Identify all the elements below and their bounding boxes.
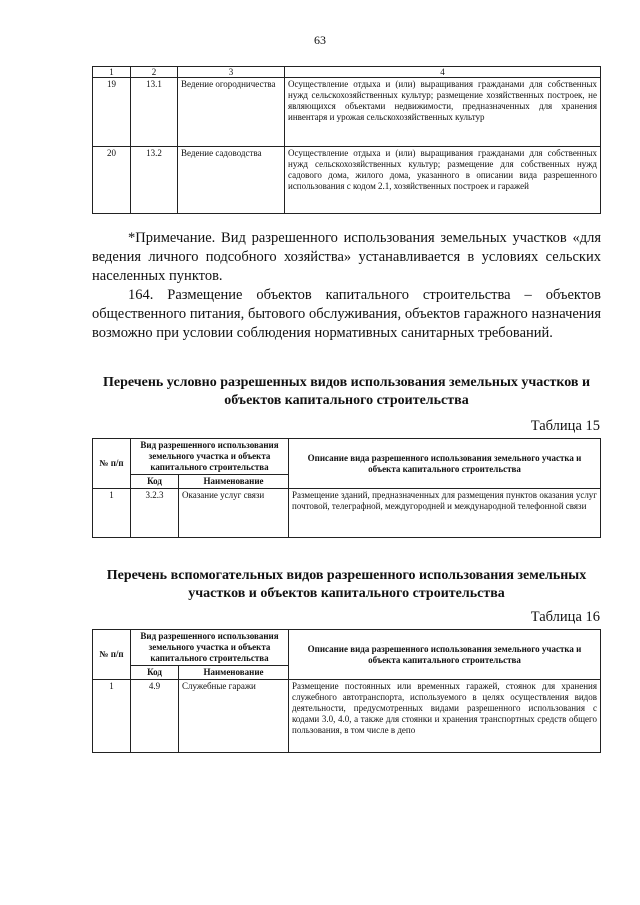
section-title-table15: Перечень условно разрешенных видов использования земельных участков и объектов капитального строительства — [102, 375, 591, 408]
table-label-15: Таблица 15 — [530, 418, 600, 434]
header-name: Наименование — [179, 475, 289, 489]
header-name: Наименование — [179, 666, 289, 680]
table-header-row — [93, 630, 601, 666]
header-cell: 4 — [285, 67, 601, 78]
row-description: Размещение постоянных или временных гаражей, стоянок для хранения служебного автотранспорта, используемого в целях осуществления видов деятельности, предусмотренных видами разрешенного использования с кодами 3.0, 4.0, а также для стоянки и хранения транспортных средств общего пользования, в том числе в депо — [289, 680, 601, 753]
page-number: 63 — [314, 33, 326, 47]
row-name: Служебные гаражи — [179, 680, 289, 753]
row-name: Ведение садоводства — [178, 147, 285, 214]
auxiliary-use-table — [92, 629, 601, 753]
row-code: 13.2 — [131, 147, 178, 214]
land-use-table-continued — [92, 66, 601, 214]
row-description: Размещение зданий, предназначенных для размещения пунктов оказания услуг почтовой, телеграфной, междугородней и международной телефонной связи — [289, 489, 601, 538]
table-row — [93, 147, 601, 214]
table-header-row — [93, 439, 601, 475]
header-cell: 3 — [178, 67, 285, 78]
row-code: 3.2.3 — [131, 489, 179, 538]
table-label-16: Таблица 16 — [530, 609, 600, 625]
row-name: Оказание услуг связи — [179, 489, 289, 538]
header-description: Описание вида разрешенного использования земельного участка и объекта капитального строительства — [289, 630, 601, 680]
row-description: Осуществление отдыха и (или) выращивания гражданами для собственных нужд сельскохозяйственных культур; размещение хозяйственных построек, не являющихся объектами недвижимости, предназначенных для хранения инвентаря и урожая сельскохозяйственных культур — [285, 78, 601, 147]
header-number: № п/п — [93, 630, 131, 680]
paragraph-164: 164. Размещение объектов капитального строительства – объектов общественного питания, бытового обслуживания, объектов гаражного назначения возможно при условии соблюдения нормативных санитарных требований. — [92, 287, 601, 341]
row-description: Осуществление отдыха и (или) выращивания гражданами для собственных нужд сельскохозяйственных культур; размещение для собственных нужд садового дома, жилого дома, указанного в описании вида разрешенного использования с кодом 2.1, хозяйственных построек и гаражей — [285, 147, 601, 214]
header-description: Описание вида разрешенного использования земельного участка и объекта капитального строительства — [289, 439, 601, 489]
row-code: 13.1 — [131, 78, 178, 147]
header-number: № п/п — [93, 439, 131, 489]
section-title-table16: Перечень вспомогательных видов разрешенного использования земельных участков и объектов капитального строительства — [106, 568, 587, 601]
row-number: 1 — [93, 680, 131, 753]
header-code: Код — [131, 666, 179, 680]
header-kind: Вид разрешенного использования земельного участка и объекта капитального строительства — [131, 630, 289, 666]
row-number: 20 — [93, 147, 131, 214]
table-header-row — [93, 67, 601, 78]
header-code: Код — [131, 475, 179, 489]
table-row — [93, 489, 601, 538]
table-row — [93, 680, 601, 753]
table-row — [93, 78, 601, 147]
row-number: 19 — [93, 78, 131, 147]
header-kind: Вид разрешенного использования земельного участка и объекта капитального строительства — [131, 439, 289, 475]
header-cell: 1 — [93, 67, 131, 78]
note-paragraph: *Примечание. Вид разрешенного использования земельных участков «для ведения личного подсобного хозяйства» устанавливается в условиях сельских населенных пунктов. — [92, 230, 601, 284]
row-code: 4.9 — [131, 680, 179, 753]
row-number: 1 — [93, 489, 131, 538]
conditional-use-table — [92, 438, 601, 538]
row-name: Ведение огородничества — [178, 78, 285, 147]
header-cell: 2 — [131, 67, 178, 78]
